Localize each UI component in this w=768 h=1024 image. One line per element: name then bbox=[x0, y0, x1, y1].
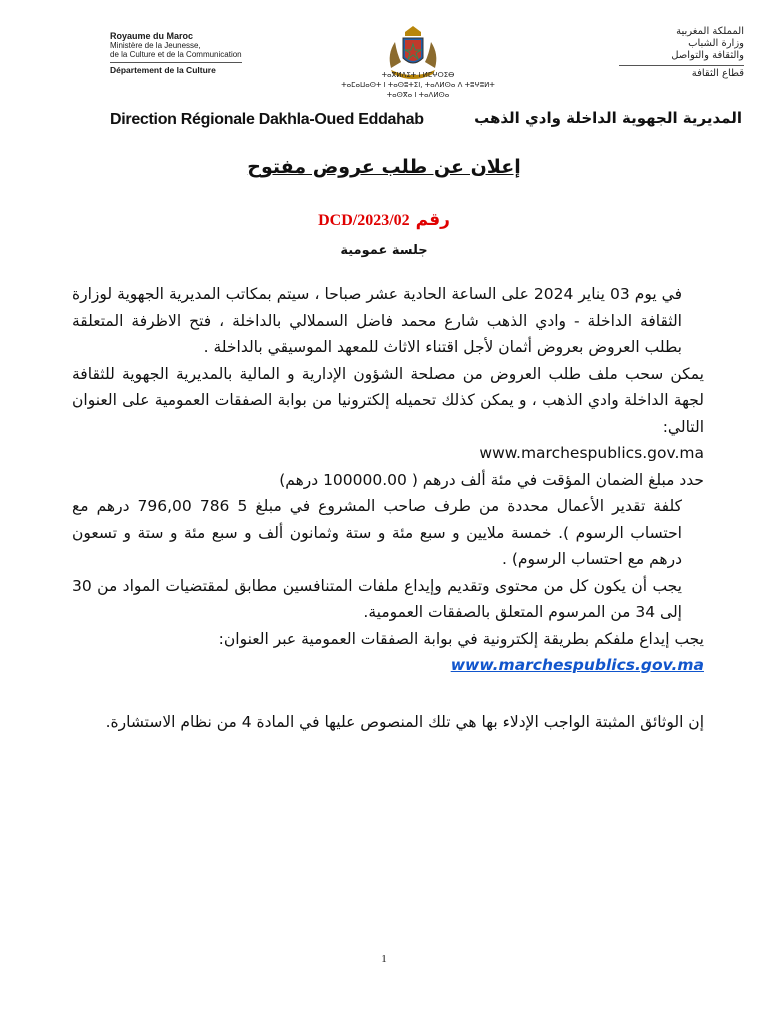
fr-divider bbox=[110, 62, 242, 63]
direction-arabic: المديرية الجهوية الداخلة وادي الذهب bbox=[474, 109, 742, 127]
portal-url-text: www.marchespublics.gov.ma bbox=[479, 444, 704, 462]
fr-kingdom: Royaume du Maroc bbox=[110, 31, 194, 41]
direction-french: Direction Régionale Dakhla-Oued Eddahab bbox=[110, 111, 424, 128]
paragraph-submission: يجب إيداع ملفكم بطريقة إلكترونية في بوابة الصفقات العمومية عبر العنوان: bbox=[218, 629, 704, 648]
french-header bbox=[110, 32, 245, 75]
fr-ministry-cont: de la Culture et de la Communication bbox=[110, 50, 242, 59]
ar-divider bbox=[619, 65, 744, 66]
paragraph-documents: إن الوثائق المثبتة الواجب الإدلاء بها هي تلك المنصوص عليها في المادة 4 من نظام الاستشارة. bbox=[105, 712, 704, 731]
paragraph-opening: في يوم 03 يناير 2024 على الساعة الحادية عشر صباحا ، سيتم بمكاتب المديرية الجهوية لوزارة الثقافة الداخلة - وادي الذهب شارع محمد فاضل السملالي بالداخلة ، فتح الاظرفة المتعلقة بطلب العروض بعروض أثمان لأجل اقتناء الاثاث للمعهد الموسيقي بالداخلة . bbox=[72, 285, 682, 356]
ar-ministry: وزارة الشباب bbox=[688, 38, 744, 49]
letterhead bbox=[100, 20, 750, 150]
tifinagh-header bbox=[318, 70, 518, 100]
notice-title: إعلان عن طلب عروض مفتوح bbox=[247, 156, 521, 178]
paragraph-compliance: يجب أن يكون كل من محتوى وتقديم وإيداع ملفات المتنافسين مطابق لمقتضيات المواد من 30 إلى 34 من المرسوم المتعلق بالصفقات العمومية. bbox=[72, 576, 682, 621]
tif-line-3: ⵜⴰⵙⴳⴰ ⵏ ⵜⴰⴷⵍⵙⴰ bbox=[386, 91, 450, 99]
paragraph-cost-estimate: كلفة تقدير الأعمال محددة من طرف صاحب المشروع في مبلغ 5 786 796,00 درهم مع احتساب الرسوم ). خمسة ملايين و سبع مئة و ستة وثمانون ألف و سبع مئة و ستة و تسعون درهم مع احتساب الرسوم) . bbox=[72, 497, 682, 568]
number-label: رقم bbox=[415, 210, 450, 230]
paragraph-download: يمكن سحب ملف طلب العروض من مصلحة الشؤون الإدارية و المالية بالمديرية الجهوية للثقافة لجهة الداخلة وادي الذهب ، و يمكن كذلك تحميله إلكترونيا من بوابة الصفقات العمومية على العنوان التالي: bbox=[72, 364, 704, 436]
notice-number bbox=[0, 210, 768, 230]
session-type: جلسة عمومية bbox=[340, 243, 428, 258]
spacer bbox=[72, 679, 704, 709]
ar-ministry-cont: والثقافة والتواصل bbox=[671, 50, 744, 61]
tif-line-1: ⵜⴰⴳⵍⴷⵉⵜ ⵏ ⵍⵎⵖⵔⵉⴱ bbox=[381, 71, 455, 79]
tif-line-2: ⵜⴰⵎⴰⵡⴰⵙⵜ ⵏ ⵜⴰⵙⵓⵜⵉⵏ, ⵜⴰⴷⵍⵙⴰ ⴷ ⵜⵓⵖⵓⵍⵜ bbox=[341, 81, 495, 89]
paragraph-guarantee: حدد مبلغ الضمان المؤقت في مئة ألف درهم ( 100000.00 درهم) bbox=[279, 470, 704, 489]
portal-url-link[interactable]: www.marchespublics.gov.ma bbox=[450, 656, 704, 674]
number-code: DCD/2023/02 bbox=[318, 212, 410, 229]
arabic-header bbox=[614, 26, 744, 80]
page-number: 1 bbox=[381, 953, 387, 965]
fr-ministry: Ministère de la Jeunesse, bbox=[110, 41, 201, 50]
ar-department: قطاع الثقافة bbox=[691, 68, 744, 79]
notice-body bbox=[72, 281, 704, 735]
ar-kingdom: المملكة المغربية bbox=[676, 26, 744, 37]
fr-department: Département de la Culture bbox=[110, 65, 216, 75]
